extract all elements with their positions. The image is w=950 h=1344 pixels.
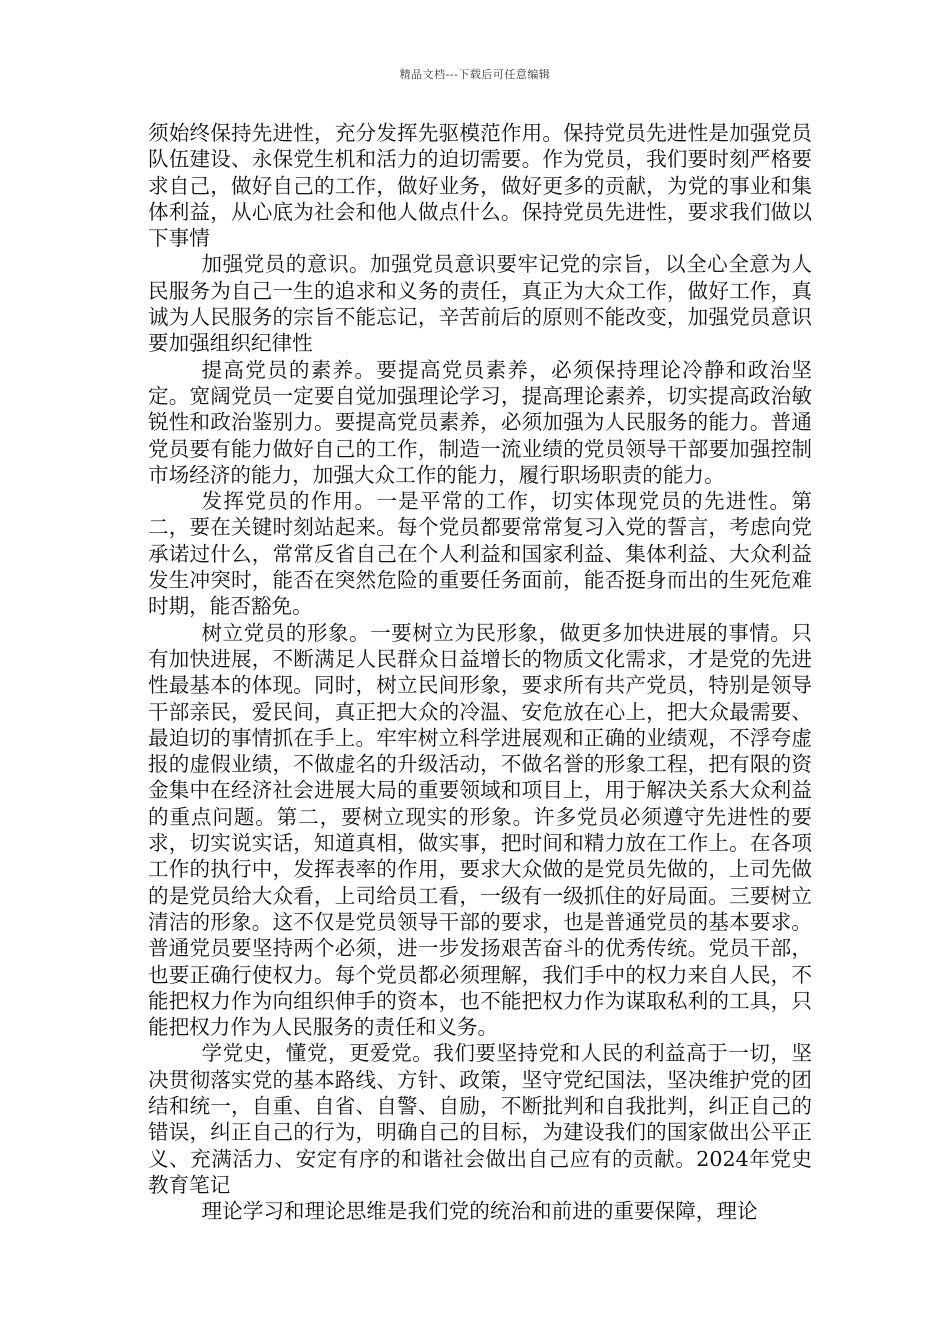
document-body bbox=[148, 120, 812, 1224]
paragraph-4: 发挥党员的作用。一是平常的工作，切实体现党员的先进性。第二，要在关键时刻站起来。每个党员都要常常复习入党的誓言，考虑向党承诺过什么，常常反省自己在个人利益和国家利益、集体利益、大众利益发生冲突时，能否在突然危险的重要任务面前，能否挺身而出的生死危难时期，能否豁免。 bbox=[148, 489, 812, 619]
paragraph-7: 理论学习和理论思维是我们党的统治和前进的重要保障，理论 bbox=[201, 1199, 758, 1224]
paragraph-6: 学党史，懂党，更爱党。我们要坚持党和人民的利益高于一切，坚决贯彻落实党的基本路线、方针、政策，坚守党纪国法，坚决维护党的团结和统一，自重、自省、自警、自励，不断批判和自我批判，纠正自己的错误，纠正自己的行为，明确自己的目标，为建设我们的国家做出公平正义、充满活力、安定有序的和谐社会做出自己应有的贡献。2024年党史教育笔记 bbox=[148, 1041, 812, 1197]
paragraph-2: 加强党员的意识。加强党员意识要牢记党的宗旨，以全心全意为人民服务为自己一生的追求和义务的责任，真正为大众工作，做好工作，真诚为人民服务的宗旨不能忘记，辛苦前后的原则不能改变，加强党员意识要加强组织纪律性 bbox=[148, 252, 812, 356]
paragraph-1: 须始终保持先进性，充分发挥先驱模范作用。保持党员先进性是加强党员队伍建设、永保党生机和活力的迫切需要。作为党员，我们要时刻严格要求自己，做好自己的工作，做好业务，做好更多的贡献，为党的事业和集体利益，从心底为社会和他人做点什么。保持党员先进性，要求我们做以下事情 bbox=[148, 121, 812, 251]
paragraph-3: 提高党员的素养。要提高党员素养，必须保持理论冷静和政治坚定。宽阔党员一定要自觉加强理论学习，提高理论素养，切实提高政治敏锐性和政治鉴别力。要提高党员素养，必须加强为人民服务的能力。普通党员要有能力做好自己的工作，制造一流业绩的党员领导干部要加强控制市场经济的能力，加强大众工作的能力，履行职场职责的能力。 bbox=[148, 357, 812, 487]
page-header: 精品文档---下载后可任意编辑 bbox=[399, 68, 551, 81]
paragraph-5: 树立党员的形象。一要树立为民形象，做更多加快进展的事情。只有加快进展，不断满足人民群众日益增长的物质文化需求，才是党的先进性最基本的体现。同时，树立民间形象，要求所有共产党员，特别是领导干部亲民，爱民间，真正把大众的冷温、安危放在心上，把大众最需要、最迫切的事情抓在手上。牢牢树立科学进展观和正确的业绩观，不浮夸虚报的虚假业绩，不做虚名的升级活动，不做名誉的形象工程，把有限的资金集中在经济社会进展大局的重要领域和项目上，用于解决关系大众利益的重点问题。第二，要树立现实的形象。许多党员必须遵守先进性的要求，切实说实话，知道真相，做实事，把时间和精力放在工作上。在各项工作的执行中，发挥表率的作用，要求大众做的是党员先做的，上司先做的是党员给大众看，上司给员工看，一级有一级抓住的好局面。三要树立清洁的形象。这不仅是党员领导干部的要求，也是普通党员的基本要求。普通党员要坚持两个必须，进一步发扬艰苦奋斗的优秀传统。党员干部，也要正确行使权力。每个党员都必须理解，我们手中的权力来自人民，不能把权力作为向组织伸手的资本，也不能把权力作为谋取私利的工具，只能把权力作为人民服务的责任和义务。 bbox=[148, 620, 812, 1040]
